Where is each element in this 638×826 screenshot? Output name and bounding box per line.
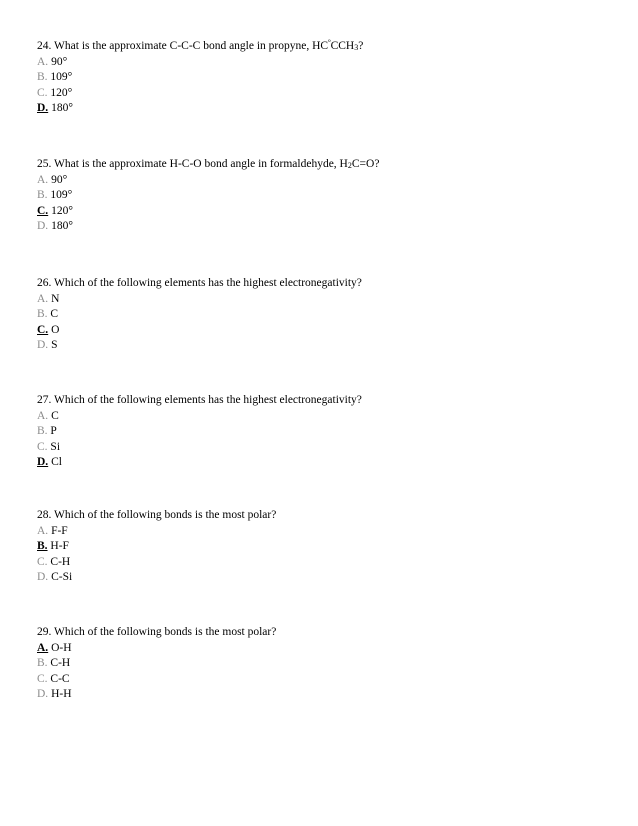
option-d: [37, 219, 607, 235]
option-b: [37, 424, 607, 440]
option-text: 180°: [51, 220, 73, 232]
option-letter: A.: [37, 524, 49, 537]
option-text: H-F: [50, 540, 69, 552]
option-text: C-C: [50, 672, 70, 685]
question-number: 26.: [37, 277, 52, 289]
option-text: H-H: [51, 688, 72, 700]
option-letter: B.: [37, 308, 48, 320]
option-a: [37, 292, 607, 308]
question-stem: [37, 393, 607, 409]
option-text: C: [50, 308, 59, 320]
option-letter: D.: [37, 571, 49, 583]
option-text: S: [51, 339, 58, 351]
option-letter: D.: [37, 220, 49, 232]
stem-text: Which of the following elements has the highest electronegativity?: [54, 277, 362, 289]
option-letter: C.: [37, 323, 49, 336]
option-letter: D.: [37, 688, 49, 700]
question-number: 29.: [37, 626, 52, 638]
option-text: 120°: [51, 204, 73, 217]
option-letter: B.: [37, 657, 48, 669]
option-letter: B.: [37, 425, 48, 437]
stem-text: Which of the following elements has the highest electronegativity?: [54, 394, 362, 406]
question-number: 25.: [37, 158, 52, 170]
option-a: [37, 173, 607, 189]
option-text: Cl: [51, 456, 62, 468]
option-letter: B.: [37, 540, 48, 552]
option-letter: A.: [37, 641, 49, 654]
option-letter: D.: [37, 102, 49, 114]
stem-text-mid: CCH: [330, 40, 355, 52]
stem-text-pre: What is the approximate H-C-O bond angle in formaldehyde, H: [54, 158, 348, 170]
option-text: 90°: [51, 55, 68, 68]
question-28: [37, 508, 607, 586]
option-letter: C.: [37, 672, 48, 685]
option-d-correct: [37, 455, 607, 471]
option-b-correct: [37, 539, 607, 555]
option-letter: B.: [37, 71, 48, 83]
option-letter: A.: [37, 173, 49, 186]
option-c-correct: [37, 323, 607, 339]
stem-subscript: 3: [354, 43, 359, 52]
option-text: 180°: [51, 102, 73, 114]
option-letter: C.: [37, 555, 48, 568]
option-text: C: [51, 409, 59, 422]
option-text: C-Si: [51, 571, 73, 583]
option-b: [37, 656, 607, 672]
option-letter: A.: [37, 55, 49, 68]
option-c: [37, 672, 607, 688]
option-d-correct: [37, 101, 607, 117]
option-text: 120°: [50, 86, 73, 99]
option-letter: D.: [37, 456, 49, 468]
option-c-correct: [37, 204, 607, 220]
question-number: 27.: [37, 394, 52, 406]
option-c: [37, 555, 607, 571]
option-text: F-F: [51, 524, 68, 537]
option-c: [37, 86, 607, 102]
stem-text-post: ?: [358, 40, 364, 52]
option-d: [37, 570, 607, 586]
option-text: O: [51, 323, 60, 336]
option-letter: C.: [37, 204, 49, 217]
question-25: [37, 157, 607, 235]
option-b: [37, 307, 607, 323]
question-number: 24.: [37, 40, 52, 52]
option-letter: A.: [37, 409, 49, 422]
question-number: 28.: [37, 509, 52, 521]
option-text: N: [51, 292, 60, 305]
option-d: [37, 687, 607, 703]
option-text: C-H: [50, 657, 71, 669]
option-text: 109°: [50, 71, 73, 83]
stem-text: Which of the following bonds is the most polar?: [54, 626, 277, 638]
option-b: [37, 70, 607, 86]
stem-text-pre: What is the approximate C-C-C bond angle in propyne, HC: [54, 40, 329, 52]
option-c: [37, 440, 607, 456]
question-27: [37, 393, 607, 471]
option-text: C-H: [50, 555, 71, 568]
option-a-correct: [37, 641, 607, 657]
question-stem: [37, 508, 607, 524]
question-stem: [37, 39, 607, 55]
option-text: P: [50, 425, 57, 437]
option-a: [37, 55, 607, 71]
option-text: Si: [50, 440, 61, 453]
stem-subscript: 2: [347, 161, 352, 170]
option-a: [37, 409, 607, 425]
option-letter: C.: [37, 86, 48, 99]
option-letter: C.: [37, 440, 48, 453]
option-d: [37, 338, 607, 354]
option-a: [37, 524, 607, 540]
stem-superscript: º: [328, 38, 331, 47]
option-text: O-H: [51, 641, 72, 654]
question-stem: [37, 276, 607, 292]
option-text: 90°: [51, 173, 68, 186]
question-26: [37, 276, 607, 354]
question-stem: [37, 157, 607, 173]
option-b: [37, 188, 607, 204]
question-24: [37, 39, 607, 117]
option-letter: A.: [37, 292, 49, 305]
stem-text-post: C=O?: [351, 158, 380, 170]
question-29: [37, 625, 607, 703]
option-letter: B.: [37, 189, 48, 201]
option-text: 109°: [50, 189, 73, 201]
stem-text: Which of the following bonds is the most polar?: [54, 509, 277, 521]
question-stem: [37, 625, 607, 641]
option-letter: D.: [37, 339, 49, 351]
